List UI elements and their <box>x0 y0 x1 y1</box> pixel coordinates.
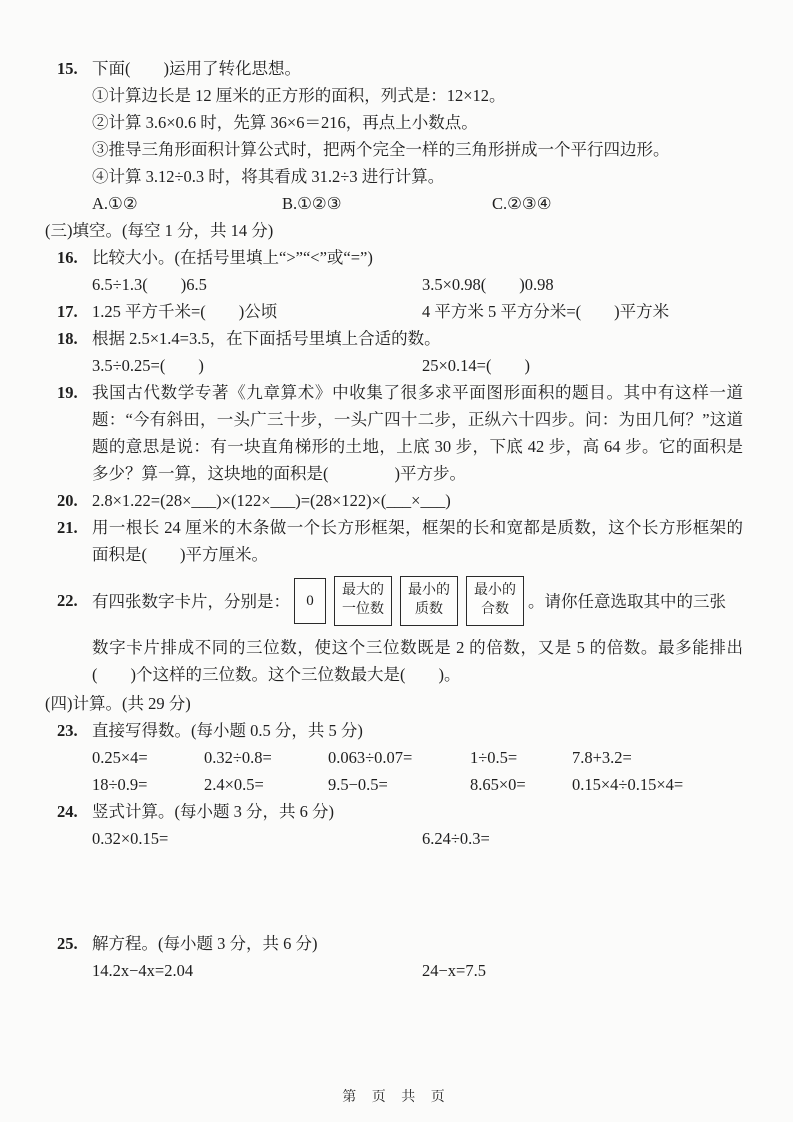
question-number: 25. <box>57 934 78 953</box>
option-b: B.①②③ <box>282 194 342 213</box>
question-number: 20. <box>57 491 78 510</box>
question-17-values <box>92 298 743 325</box>
fill-expression-left: 3.5÷0.25=( ) <box>92 356 204 375</box>
unit-conversion-right: 4 平方米 5 平方分米=( )平方米 <box>422 302 670 321</box>
question-16 <box>45 244 743 298</box>
question-number: 16. <box>57 248 78 267</box>
question-19-text: 我国古代数学专著《九章算术》中收集了很多求平面图形面积的题目。其中有这样一道题：“今有斜田，一头广三十步，一头广四十二步，正纵六十四步。问：为田几何？”这道题的意思是说：有一块直角梯形的土地，上底 30 步，下底 42 步，高 64 步。它的面积是多少？算一算，这块地的面积是( )平方步。 <box>92 383 743 483</box>
option-a: A.①② <box>92 194 138 213</box>
question-22-rest-text: 数字卡片排成不同的三位数，使这个三位数既是 2 的倍数，又是 5 的倍数。最多能排出( )个这样的三位数。这个三位数最大是( )。 <box>92 638 743 684</box>
question-number: 19. <box>57 383 78 402</box>
question-20-text: 2.8×1.22=(28×___)×(122×___)=(28×122)×(___×___) <box>92 491 451 510</box>
question-18-title: 根据 2.5×1.4=3.5，在下面括号里填上合适的数。 <box>92 329 441 348</box>
question-number: 23. <box>57 721 78 740</box>
question-17 <box>45 298 743 325</box>
calc-expression: 0.32÷0.8= <box>204 748 272 767</box>
equation-right: 24−x=7.5 <box>422 961 486 980</box>
digit-card-zero <box>294 578 326 624</box>
question-15-item-4: ④计算 3.12÷0.3 时，将其看成 31.2÷3 进行计算。 <box>92 167 445 186</box>
question-23-title: 直接写得数。(每小题 0.5 分，共 5 分) <box>92 721 363 740</box>
question-number: 15. <box>57 59 78 78</box>
question-19 <box>45 379 743 487</box>
digit-card-min-composite <box>466 576 524 626</box>
question-23 <box>45 717 743 798</box>
question-16-values <box>92 271 743 298</box>
question-25-title: 解方程。(每小题 3 分，共 6 分) <box>92 934 318 953</box>
card-line-1: 最小的 <box>474 583 516 599</box>
compare-expression-left: 6.5÷1.3( )6.5 <box>92 275 207 294</box>
compare-expression-right: 3.5×0.98( )0.98 <box>422 275 554 294</box>
question-18-values <box>92 352 743 379</box>
question-25 <box>45 930 743 984</box>
question-24 <box>45 798 743 930</box>
question-22-trail-text: 。请你任意选取其中的三张 <box>528 591 726 611</box>
calc-expression: 0.15×4÷0.15×4= <box>572 775 684 794</box>
calc-expression: 18÷0.9= <box>92 775 148 794</box>
card-line-2: 质数 <box>415 602 443 617</box>
calc-expression: 0.063÷0.07= <box>328 748 413 767</box>
question-15-item-1: ①计算边长是 12 厘米的正方形的面积，列式是：12×12。 <box>92 86 506 105</box>
question-number: 18. <box>57 329 78 348</box>
card-line-1: 最大的 <box>342 583 384 599</box>
card-text: 0 <box>306 592 314 609</box>
question-22-card-row <box>92 568 743 634</box>
calc-expression: 9.5−0.5= <box>328 775 388 794</box>
question-16-title: 比较大小。(在括号里填上“>”“<”或“=”) <box>92 248 373 267</box>
question-21-text: 用一根长 24 厘米的木条做一个长方形框架，框架的长和宽都是质数，这个长方形框架的面积是( )平方厘米。 <box>92 518 743 564</box>
calc-expression: 1÷0.5= <box>470 748 518 767</box>
vertical-calc-right: 6.24÷0.3= <box>422 829 490 848</box>
question-number: 22. <box>57 591 78 610</box>
calc-expression: 2.4×0.5= <box>204 775 264 794</box>
section-3-header: (三)填空。(每空 1 分，共 14 分) <box>45 221 274 240</box>
question-number: 24. <box>57 802 78 821</box>
question-15-item-3: ③推导三角形面积计算公式时，把两个完全一样的三角形拼成一个平行四边形。 <box>92 140 670 159</box>
question-number: 17. <box>57 302 78 321</box>
question-25-equations <box>92 957 743 984</box>
question-22-lead-text: 有四张数字卡片，分别是： <box>92 591 290 611</box>
calc-expression: 8.65×0= <box>470 775 526 794</box>
card-line-2: 一位数 <box>342 602 384 617</box>
question-15 <box>45 55 743 217</box>
card-line-2: 合数 <box>481 602 509 617</box>
question-22 <box>45 568 743 688</box>
option-c: C.②③④ <box>492 194 552 213</box>
page-footer: 第 页 共 页 <box>342 1090 451 1105</box>
question-24-title: 竖式计算。(每小题 3 分，共 6 分) <box>92 802 334 821</box>
question-24-expressions <box>92 825 743 852</box>
unit-conversion-left: 1.25 平方千米=( )公顷 <box>92 302 278 321</box>
calc-expression: 7.8+3.2= <box>572 748 632 767</box>
question-number: 21. <box>57 518 78 537</box>
question-18 <box>45 325 743 379</box>
question-21 <box>45 514 743 568</box>
working-space <box>92 852 743 930</box>
question-15-item-2: ②计算 3.6×0.6 时，先算 36×6＝216，再点上小数点。 <box>92 113 478 132</box>
digit-card-min-prime <box>400 576 458 626</box>
section-4-header: (四)计算。(共 29 分) <box>45 694 191 713</box>
fill-expression-right: 25×0.14=( ) <box>422 356 530 375</box>
question-15-title: 下面( )运用了转化思想。 <box>92 59 301 78</box>
digit-card-max-one-digit <box>334 576 392 626</box>
vertical-calc-left: 0.32×0.15= <box>92 829 169 848</box>
calc-expression: 0.25×4= <box>92 748 148 767</box>
question-23-row-2 <box>92 771 743 798</box>
equation-left: 14.2x−4x=2.04 <box>92 961 194 980</box>
question-23-row-1 <box>92 744 743 771</box>
question-15-options <box>92 190 743 217</box>
card-line-1: 最小的 <box>408 583 450 599</box>
question-20 <box>45 487 743 514</box>
